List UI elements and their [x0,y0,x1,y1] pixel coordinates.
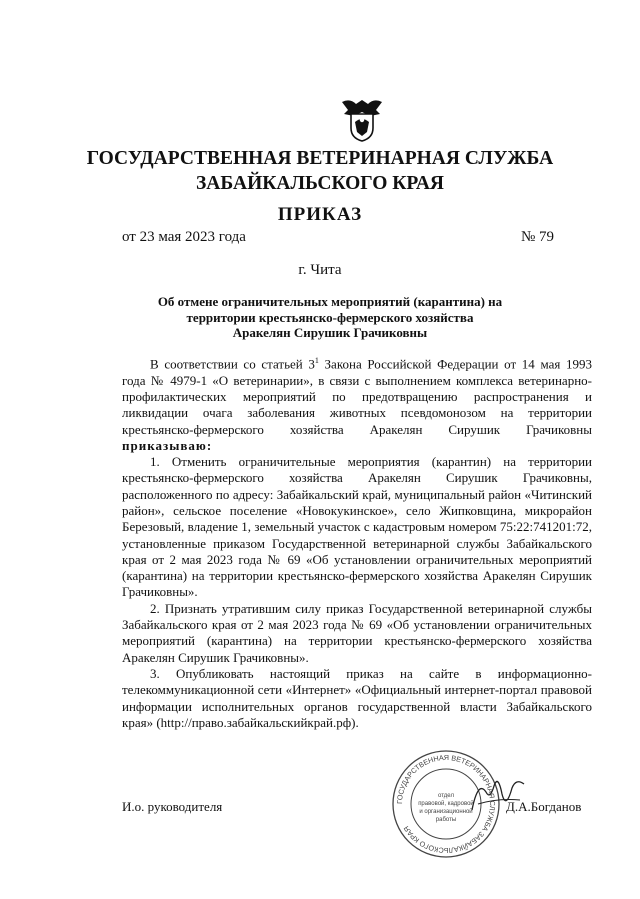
signatory-role: И.о. руководителя [122,799,223,814]
svg-text:работы: работы [435,817,457,823]
orders-word: приказываю: [122,437,213,453]
article-superscript: 1 [314,356,319,365]
title-line: Об отмене ограничительных мероприятий (карантина) на [157,294,503,309]
document-type: ПРИКАЗ [277,204,363,225]
signatory-name: Д.А.Богданов [506,799,582,814]
preamble-text-cont: Закона Российской Федерации от 14 мая 1993 года № 4979-1 «О ветеринарии», в связи с выполнением комплекса ветеринарно-профилактических мероприятий по предотвращению распространения и ликвидации очага заболевания животных псевдомонозом на территории крестьянско-фермерского хозяйства Аракелян Сирушик Грачиковны [122,356,592,437]
svg-text:и организационной: и организационной [419,809,473,815]
order-item-1: 1. Отменить ограничительные мероприятия (карантин) на территории крестьянско-фермерского хозяйства Аракелян Сирушик Грачиковны, расположенного по адресу: Забайкальский край, муниципальный район «Читинский район», сельское поселение «Новокукинское», село Жипковщина, микрорайон Березовый, владение 1, земельный участок с кадастровым номером 75:22:741201:72, установленные приказом Государственной ветеринарной службы Забайкальского края от 2 мая 2023 года № 69 «Об установлении ограничительных мероприятий (карантина) на территории крестьянско-фермерского хозяйства Аракелян Сирушик Грачиковны». [122,454,592,600]
svg-text:отдел: отдел [438,793,454,799]
title-line: территории крестьянско-фермерского хозяйства [186,309,474,325]
organization-name-line2: ЗАБАЙКАЛЬСКОГО КРАЯ [195,173,444,194]
document-title [140,294,520,341]
preamble-paragraph [122,353,592,454]
document-body [122,353,592,731]
order-item-3: 3. Опубликовать настоящий приказ на сайте в информационно-телекоммуникационной сети «Интернет» «Официальный интернет-портал правовой информации исполнительных органов государственной власти Забайкальского края» (http://право.забайкальскийкрай.рф). [122,665,592,730]
order-item-2: 2. Признать утратившим силу приказ Государственной ветеринарной службы Забайкальского края от 2 мая 2023 года № 69 «Об установлении ограничительных мероприятий (карантина) на территории крестьянско-фермерского хозяйства Аракелян Сирушик Грачиковны». [122,600,592,665]
preamble-text: В соответствии со статьей 3 [150,356,315,372]
svg-text:ГОСУДАРСТВЕННАЯ ВЕТЕРИНАРНАЯ С: ГОСУДАРСТВЕННАЯ ВЕТЕРИНАРНАЯ СЛУЖБА ЗАБАЙКАЛЬСКОГО КРАЯ [394,752,498,856]
document-city: г. Чита [298,262,342,278]
svg-text:правовой, кадровой: правовой, кадровой [418,801,474,807]
handwritten-signature-icon [468,770,528,820]
coat-of-arms-icon [340,96,384,142]
document-date: от 23 мая 2023 года [122,229,246,245]
organization-name-line1: ГОСУДАРСТВЕННАЯ ВЕТЕРИНАРНАЯ СЛУЖБА [86,148,554,169]
title-line: Аракелян Сирушик Грачиковны [232,325,428,340]
document-number: № 79 [520,229,554,245]
